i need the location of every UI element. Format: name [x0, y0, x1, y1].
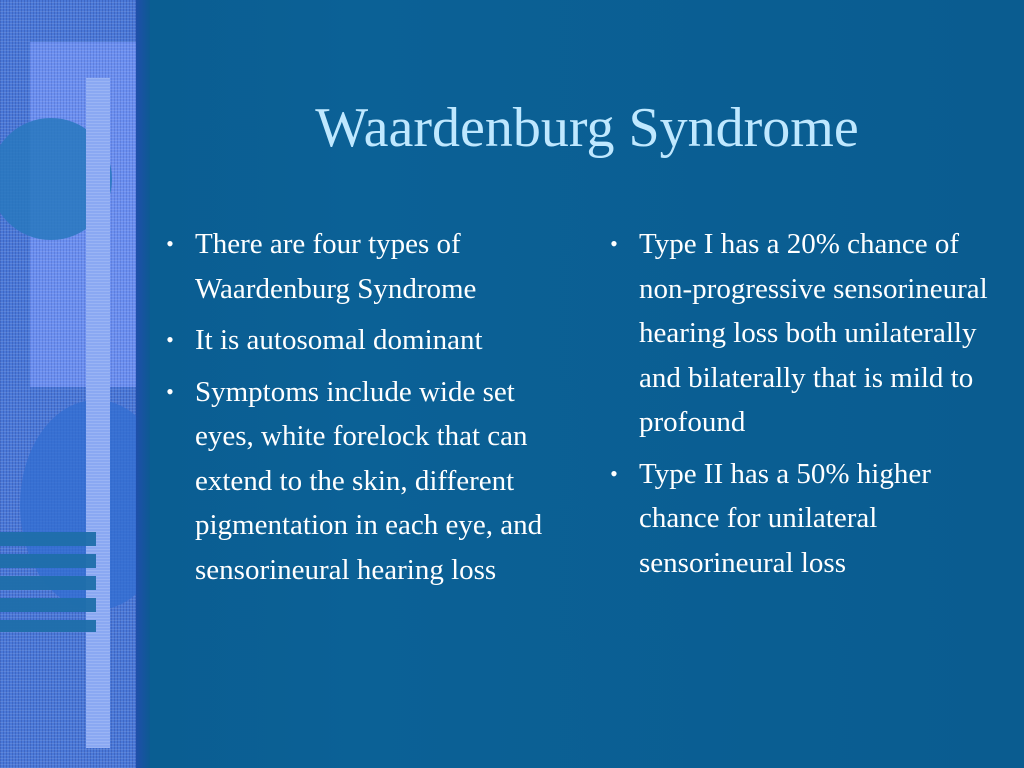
slide-title: Waardenburg Syndrome — [315, 97, 859, 159]
bullet-icon: • — [166, 327, 174, 352]
list-item — [160, 222, 570, 311]
right-bullet-list — [604, 222, 1016, 592]
bullet-text: Symptoms include wide set eyes, white forelock that can extend to the skin, different pigmentation in each eye, and sensorineural hearing loss — [195, 375, 550, 586]
vertical-texture-bar — [86, 78, 110, 748]
bullet-icon: • — [166, 378, 174, 404]
bullet-icon: • — [610, 460, 618, 486]
list-item — [604, 222, 1016, 445]
horizontal-stripes — [0, 532, 96, 632]
bullet-icon: • — [610, 231, 618, 256]
bullet-text: It is autosomal dominant — [195, 324, 483, 356]
list-item — [604, 452, 1016, 586]
bullet-text: Type I has a 20% chance of non-progressive sensorineural hearing loss both unilaterally and bilaterally that is mild to profound — [639, 228, 995, 438]
list-item — [160, 370, 570, 593]
bullet-text: There are four types of Waardenburg Syndrome — [195, 228, 477, 305]
panel-edge — [136, 0, 150, 768]
left-bullet-list — [160, 222, 570, 599]
list-item — [160, 318, 570, 363]
bullet-text: Type II has a 50% higher chance for unilateral sensorineural loss — [639, 457, 939, 579]
decorative-side-panel — [0, 0, 150, 768]
bullet-icon: • — [166, 231, 174, 256]
